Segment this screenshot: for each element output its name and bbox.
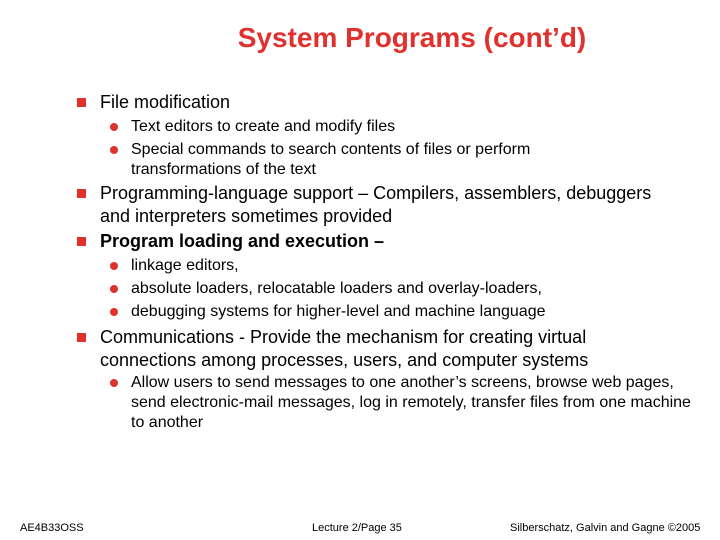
sub-bullet: debugging systems for higher-level and machine language: [131, 303, 546, 320]
round-bullet-icon: [110, 308, 118, 316]
footer-course-code: AE4B33OSS: [20, 522, 84, 534]
bullet-program-loading: Program loading and execution –: [100, 231, 385, 251]
square-bullet-icon: [77, 98, 86, 107]
round-bullet-icon: [110, 146, 118, 154]
square-bullet-icon: [77, 189, 86, 198]
round-bullet-icon: [110, 285, 118, 293]
footer-page: Lecture 2/Page 35: [312, 522, 402, 534]
bullet-programming-language: Programming-language support – Compilers, assemblers, debuggers and interpreters sometimes provided: [100, 183, 652, 226]
bullet-file-modification: File modification: [100, 92, 231, 112]
round-bullet-icon: [110, 123, 118, 131]
footer-copyright: Silberschatz, Galvin and Gagne ©2005: [510, 522, 701, 534]
sub-bullet: linkage editors,: [131, 257, 239, 274]
square-bullet-icon: [77, 237, 86, 246]
bullet-communications: Communications - Provide the mechanism for creating virtual connections among processes, users, and computer systems: [100, 327, 589, 370]
sub-bullet: Special commands to search contents of files or perform transformations of the text: [131, 141, 531, 178]
slide-title: System Programs (cont’d): [237, 22, 587, 53]
square-bullet-icon: [77, 333, 86, 342]
sub-bullet: absolute loaders, relocatable loaders and overlay-loaders,: [131, 280, 542, 297]
round-bullet-icon: [110, 262, 118, 270]
sub-bullet: Allow users to send messages to one another’s screens, browse web pages, send electronic-mail messages, log in remotely, transfer files from one machine to another: [131, 374, 691, 431]
round-bullet-icon: [110, 379, 118, 387]
sub-bullet: Text editors to create and modify files: [131, 118, 396, 135]
